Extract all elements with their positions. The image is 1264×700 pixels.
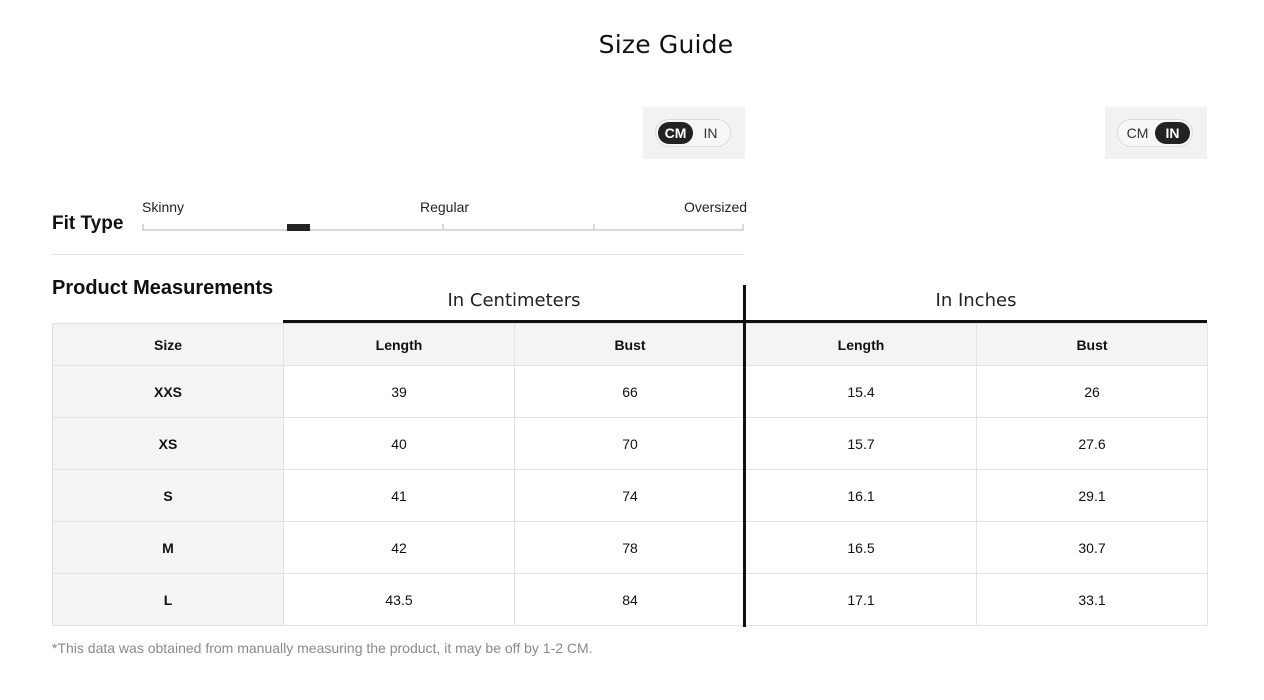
unit-toggle bbox=[1117, 119, 1193, 147]
bust-in-cell: 26 bbox=[977, 366, 1208, 418]
column-header-length-in: Length bbox=[746, 324, 977, 366]
unit-toggle-panel-in bbox=[1105, 107, 1207, 159]
length-cm-cell: 43.5 bbox=[284, 574, 515, 626]
length-cm-cell: 40 bbox=[284, 418, 515, 470]
column-header-size: Size bbox=[53, 324, 284, 366]
unit-option-in[interactable]: IN bbox=[1155, 122, 1190, 144]
length-cm-cell: 39 bbox=[284, 366, 515, 418]
length-in-cell: 15.7 bbox=[746, 418, 977, 470]
table-row bbox=[53, 366, 1208, 418]
length-in-cell: 16.1 bbox=[746, 470, 977, 522]
fit-scale-oversized: Oversized bbox=[684, 199, 748, 215]
fit-tick bbox=[442, 224, 444, 231]
fit-scale-regular: Regular bbox=[420, 199, 470, 215]
bust-cm-cell: 78 bbox=[515, 522, 746, 574]
size-cell: S bbox=[53, 470, 284, 522]
bust-cm-cell: 66 bbox=[515, 366, 746, 418]
table-row bbox=[53, 522, 1208, 574]
length-cm-cell: 42 bbox=[284, 522, 515, 574]
fit-tick bbox=[742, 224, 744, 231]
size-cell: L bbox=[53, 574, 284, 626]
bust-cm-cell: 84 bbox=[515, 574, 746, 626]
group-header-centimeters: In Centimeters bbox=[283, 285, 745, 323]
measurements-table bbox=[52, 323, 1208, 626]
bust-in-cell: 30.7 bbox=[977, 522, 1208, 574]
bust-in-cell: 29.1 bbox=[977, 470, 1208, 522]
unit-toggle bbox=[655, 119, 731, 147]
length-in-cell: 17.1 bbox=[746, 574, 977, 626]
table-row bbox=[53, 574, 1208, 626]
unit-option-cm[interactable]: CM bbox=[1126, 125, 1149, 141]
fit-tick bbox=[142, 224, 144, 231]
bust-cm-cell: 74 bbox=[515, 470, 746, 522]
page-title: Size Guide bbox=[598, 30, 734, 59]
size-cell: XS bbox=[53, 418, 284, 470]
bust-in-cell: 27.6 bbox=[977, 418, 1208, 470]
fit-position-marker bbox=[287, 224, 310, 231]
length-in-cell: 16.5 bbox=[746, 522, 977, 574]
table-row bbox=[53, 418, 1208, 470]
column-header-bust-cm: Bust bbox=[515, 324, 746, 366]
fit-type-label: Fit Type bbox=[52, 213, 124, 234]
fit-tick bbox=[593, 224, 595, 231]
unit-option-cm[interactable]: CM bbox=[658, 122, 693, 144]
product-measurements-title: Product Measurements bbox=[52, 277, 274, 299]
bust-in-cell: 33.1 bbox=[977, 574, 1208, 626]
length-cm-cell: 41 bbox=[284, 470, 515, 522]
unit-toggle-panel-cm bbox=[643, 107, 745, 159]
size-cell: M bbox=[53, 522, 284, 574]
length-in-cell: 15.4 bbox=[746, 366, 977, 418]
group-header-inches: In Inches bbox=[745, 285, 1207, 323]
measurement-footnote: *This data was obtained from manually measuring the product, it may be off by 1-2 CM. bbox=[52, 640, 593, 656]
size-cell: XXS bbox=[53, 366, 284, 418]
fit-scale-track bbox=[142, 229, 744, 231]
unit-group-divider bbox=[743, 285, 746, 627]
fit-scale-skinny: Skinny bbox=[142, 199, 185, 215]
table-header-row bbox=[53, 324, 1208, 366]
table-row bbox=[53, 470, 1208, 522]
bust-cm-cell: 70 bbox=[515, 418, 746, 470]
section-divider bbox=[52, 254, 744, 255]
column-header-length-cm: Length bbox=[284, 324, 515, 366]
column-header-bust-in: Bust bbox=[977, 324, 1208, 366]
unit-option-in[interactable]: IN bbox=[703, 125, 718, 141]
